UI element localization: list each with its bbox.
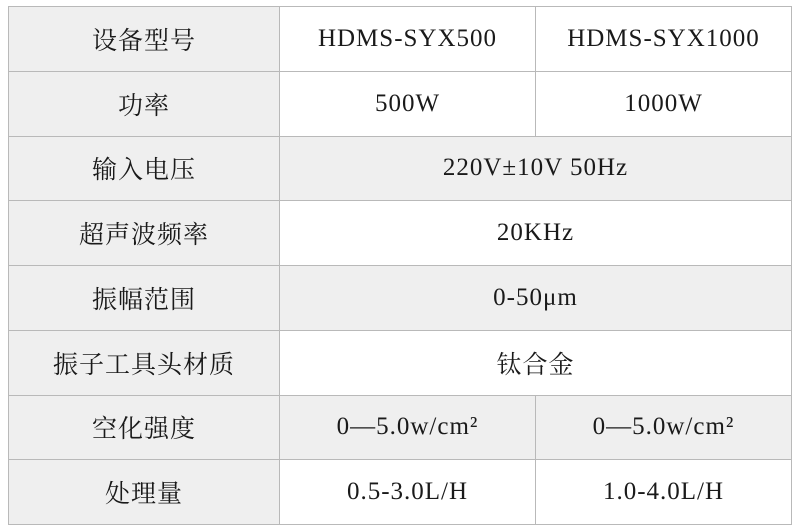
row-label: 超声波频率 (9, 201, 280, 266)
row-value-2: 1000W (536, 71, 792, 136)
table-body (9, 7, 792, 525)
row-value-merged: 钛合金 (280, 330, 792, 395)
row-value-2: 0—5.0w/cm² (536, 395, 792, 460)
row-value-2: 1.0-4.0L/H (536, 460, 792, 525)
row-value-1: 0—5.0w/cm² (280, 395, 536, 460)
table-row (9, 71, 792, 136)
table-row (9, 201, 792, 266)
specification-table (8, 6, 792, 525)
row-label: 输入电压 (9, 136, 280, 201)
row-label: 振子工具头材质 (9, 330, 280, 395)
table-row (9, 460, 792, 525)
row-label: 设备型号 (9, 7, 280, 72)
table-row (9, 330, 792, 395)
row-value-2: HDMS-SYX1000 (536, 7, 792, 72)
table-row (9, 395, 792, 460)
row-value-merged: 20KHz (280, 201, 792, 266)
row-value-1: 0.5-3.0L/H (280, 460, 536, 525)
table-row (9, 266, 792, 331)
row-value-1: 500W (280, 71, 536, 136)
row-label: 振幅范围 (9, 266, 280, 331)
row-value-merged: 220V±10V 50Hz (280, 136, 792, 201)
row-label: 处理量 (9, 460, 280, 525)
row-label: 功率 (9, 71, 280, 136)
row-value-merged: 0-50μm (280, 266, 792, 331)
table-row (9, 7, 792, 72)
row-label: 空化强度 (9, 395, 280, 460)
row-value-1: HDMS-SYX500 (280, 7, 536, 72)
table-row (9, 136, 792, 201)
